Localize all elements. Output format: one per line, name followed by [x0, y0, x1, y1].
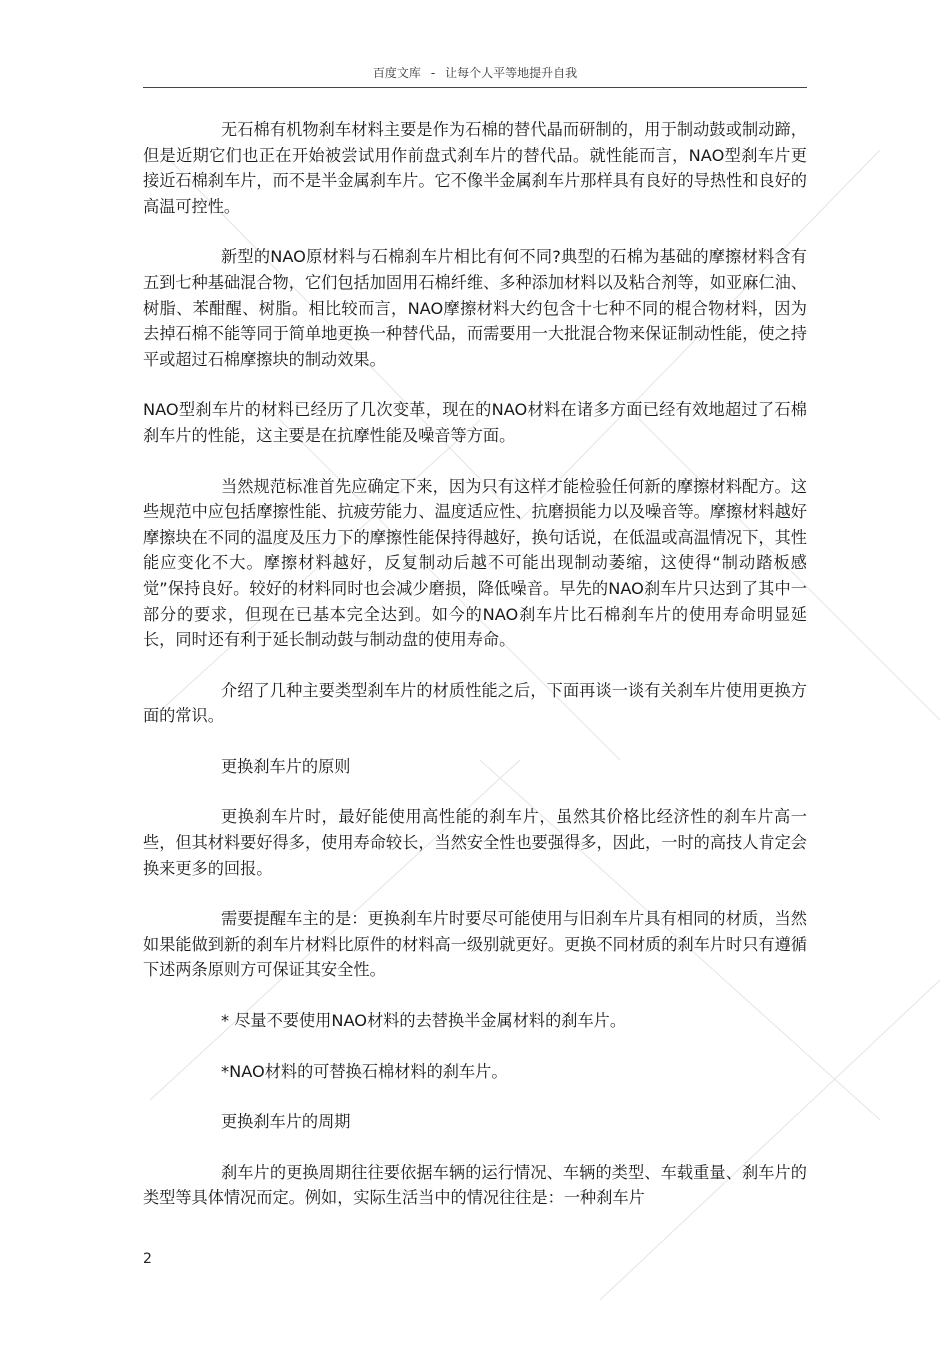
paragraph-nao-intro: 无石棉有机物刹车材料主要是作为石棉的替代晶而研制的，用于制动鼓或制动蹄，但是近期它们也正在开始被尝试用作前盘式刹车片的替代品。就性能而言，NAO型刹车片更接近石棉刹车片，而不是半金属刹车片。它不像半金属刹车片那样具有良好的导热性和良好的高温可控性。 — [143, 120, 807, 216]
header-source: 百度文库 — [372, 66, 421, 80]
document-body — [143, 117, 807, 1236]
section-heading-replacement-principles: 更换刹车片的原则 — [221, 756, 351, 776]
page-header — [143, 66, 807, 88]
paragraph-standards: 当然规范标准首先应确定下来，因为只有这样才能检验任何新的摩擦材料配方。这些规范中应包括摩擦性能、抗疲劳能力、温度适应性、抗磨损能力以及噪音等。摩擦材料越好摩擦块在不同的温度及压力下的摩擦性能保持得越好，换句话说，在低温或高温情况下，其性能应变化不大。摩擦材料越好，反复制动后越不可能出现制动萎缩，这使得“制动踏板感觉”保持良好。较好的材料同时也会减少磨损，降低噪音。早先的NAO刹车片只达到了其中一部分的要求，但现在已基本完全达到。如今的NAO刹车片比石棉刹车片的使用寿命明显延长，同时还有利于延长制动鼓与制动盘的使用寿命。 — [143, 476, 807, 650]
paragraph-high-performance-pads: 更换刹车片时，最好能使用高性能的刹车片，虽然其价格比经济性的刹车片高一些，但其材料要好得多，使用寿命较长，当然安全性也要强得多，因此，一时的高技人肯定会换来更多的回报。 — [143, 807, 807, 878]
paragraph-nao-evolution: NAO型刹车片的材料已经历了几次变革，现在的NAO材料在诸多方面已经有效地超过了石棉刹车片的性能，这主要是在抗摩性能及噪音等方面。 — [143, 400, 807, 445]
section-heading-replacement-cycle: 更换刹车片的周期 — [221, 1112, 351, 1132]
header-separator: - — [430, 66, 436, 80]
paragraph-transition: 介绍了几种主要类型刹车片的材质性能之后，下面再谈一谈有关刹车片使用更换方面的常识。 — [143, 680, 807, 726]
page-number: 2 — [143, 1251, 152, 1267]
paragraph-nao-vs-asbestos: 新型的NAO原材料与石棉刹车片相比有何不同?典型的石棉为基础的摩擦材料含有五到七种基础混合物，它们包括加固用石棉纤维、多种添加材料以及粘合剂等，如亚麻仁油、树脂、苯酣醒、树脂。相比较而言，NAO摩擦材料大约包含十七种不同的棍合物材料，因为去掉石棉不能等同于简单地更换一种替代品，而需要用一大批混合物来保证制动性能，使之持平或超过石棉摩擦块的制动效果。 — [143, 247, 807, 369]
paragraph-replacement-cycle: 刹车片的更换周期往往要依据车辆的运行情况、车辆的类型、车载重量、刹车片的类型等具体情况而定。例如，实际生活当中的情况往往是：一种刹车片 — [143, 1162, 807, 1208]
rule-item-1: * 尽量不要使用NAO材料的去替换半金属材料的刹车片。 — [221, 1011, 627, 1031]
rule-item-2: *NAO材料的可替换石棉材料的刹车片。 — [221, 1061, 508, 1081]
paragraph-owner-reminder: 需要提醒车主的是：更换刹车片时要尽可能使用与旧刹车片具有相同的材质，当然如果能做到新的刹车片材料比原件的材料高一级别就更好。更换不同材质的刹车片时只有遵循下述两条原则方可保证其安全性。 — [143, 909, 807, 980]
header-slogan: 让每个人平等地提升自我 — [445, 66, 578, 80]
